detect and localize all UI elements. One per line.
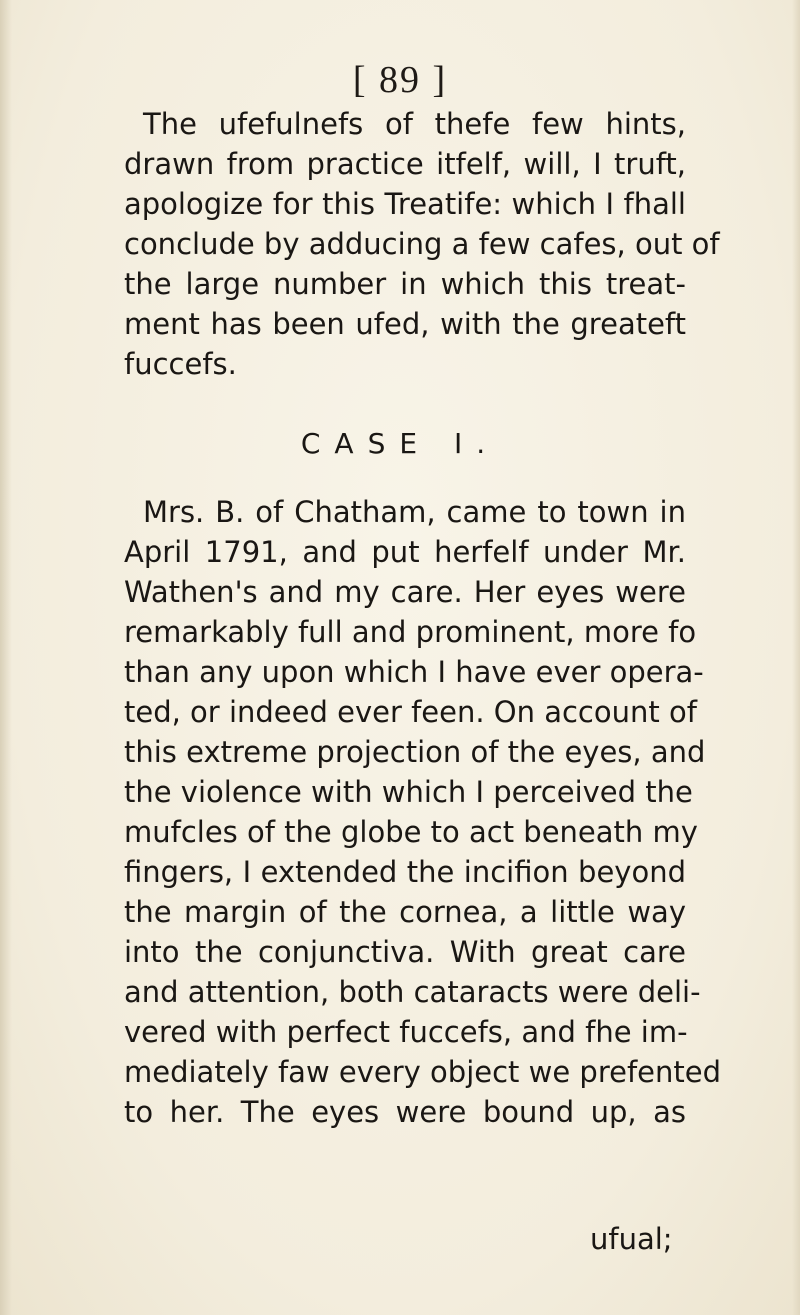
catchword: ufual; bbox=[590, 1222, 673, 1256]
text-line: mufcles of the globe to act beneath my bbox=[124, 815, 698, 849]
text-line: this extreme projection of the eyes, and bbox=[124, 735, 706, 769]
text-line: the margin of the cornea, a little way bbox=[124, 895, 686, 929]
text-line: apologize for this Treatife: which I fhall bbox=[124, 187, 686, 221]
text-line: and attention, both cataracts were deli- bbox=[124, 975, 701, 1009]
text-line: remarkably full and prominent, more fo bbox=[124, 615, 697, 649]
text-line: Mrs. B. of Chatham, came to town in bbox=[143, 495, 686, 529]
text-line: drawn from practice itfelf, will, I truft, bbox=[124, 147, 686, 181]
text-line: ment has been ufed, with the greateft bbox=[124, 307, 686, 341]
text-line: ted, or indeed ever feen. On account of bbox=[124, 695, 697, 729]
page-edge-shadow-left bbox=[0, 0, 12, 1315]
text-line: the violence with which I perceived the bbox=[124, 775, 693, 809]
paragraph-intro bbox=[124, 104, 720, 384]
page-edge-shadow-right bbox=[792, 0, 800, 1315]
text-line: mediately faw every object we prefented bbox=[124, 1055, 721, 1089]
text-line: The ufefulnefs of thefe few hints, bbox=[143, 107, 686, 141]
text-line: Wathen's and my care. Her eyes were bbox=[124, 575, 686, 609]
text-line: the large number in which this treat- bbox=[124, 267, 686, 301]
page-number: [ 89 ] bbox=[352, 59, 448, 101]
text-line: fuccefs. bbox=[124, 347, 237, 381]
text-line: to her. The eyes were bound up, as bbox=[124, 1095, 686, 1129]
case-heading: CASE I. bbox=[300, 427, 500, 460]
text-line: fingers, I extended the incifion beyond bbox=[124, 855, 686, 889]
paragraph-case-one bbox=[124, 492, 721, 1132]
text-line: into the conjunctiva. With great care bbox=[124, 935, 686, 969]
text-line: vered with perfect fuccefs, and fhe im- bbox=[124, 1015, 688, 1049]
text-line: conclude by adducing a few cafes, out of bbox=[124, 227, 720, 261]
text-line: than any upon which I have ever opera- bbox=[124, 655, 704, 689]
text-line: April 1791, and put herfelf under Mr. bbox=[124, 535, 686, 569]
